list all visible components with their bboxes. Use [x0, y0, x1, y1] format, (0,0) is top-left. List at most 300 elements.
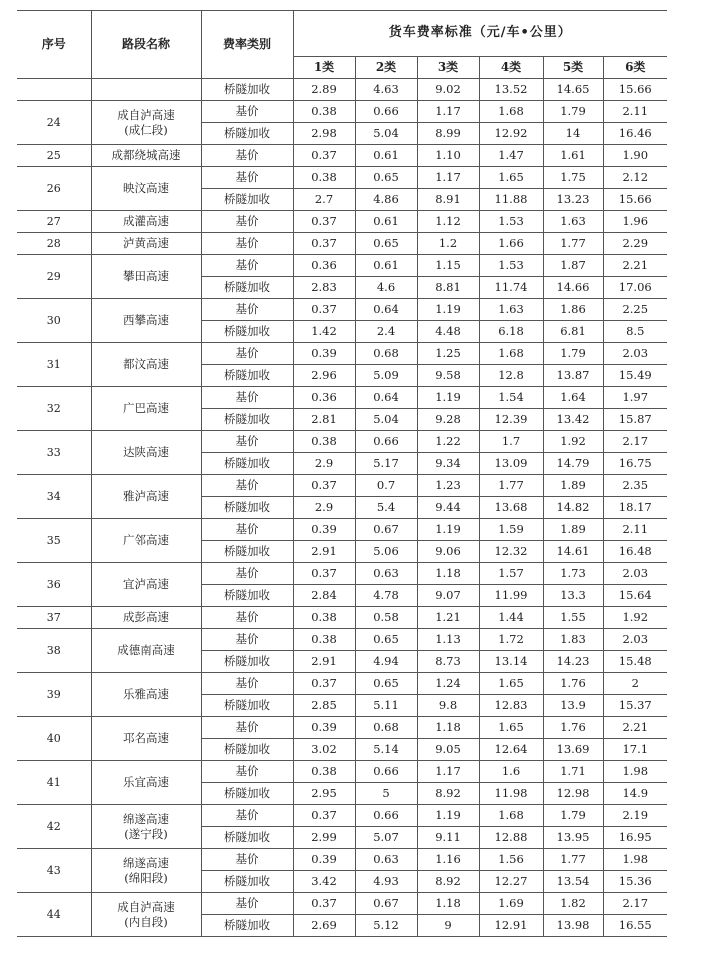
- value-cell: 9.05: [417, 739, 479, 761]
- value-cell: 1.76: [543, 717, 603, 739]
- value-cell: 4.6: [355, 277, 417, 299]
- value-cell: 1.90: [603, 145, 667, 167]
- table-body: [17, 79, 667, 937]
- value-cell: 15.64: [603, 585, 667, 607]
- value-cell: 2.95: [293, 783, 355, 805]
- value-cell: 1.44: [479, 607, 543, 629]
- value-cell: 16.48: [603, 541, 667, 563]
- value-cell: 5.04: [355, 123, 417, 145]
- road-name-cell: [91, 255, 201, 299]
- value-cell: 9.06: [417, 541, 479, 563]
- road-name-cell: [91, 299, 201, 343]
- header-class-1: 1类: [293, 57, 355, 79]
- road-name-cell: [91, 563, 201, 607]
- seq-cell: 31: [17, 343, 91, 387]
- seq-cell: 42: [17, 805, 91, 849]
- value-cell: 1.17: [417, 761, 479, 783]
- value-cell: 9.07: [417, 585, 479, 607]
- rate-type-cell: 桥隧加收: [201, 321, 293, 343]
- value-cell: 0.37: [293, 805, 355, 827]
- road-name-cell: [91, 211, 201, 233]
- value-cell: 0.38: [293, 167, 355, 189]
- value-cell: 2.7: [293, 189, 355, 211]
- value-cell: 4.93: [355, 871, 417, 893]
- seq-cell: 24: [17, 101, 91, 145]
- road-name-cell: [91, 101, 201, 145]
- value-cell: 0.38: [293, 629, 355, 651]
- value-cell: 0.64: [355, 299, 417, 321]
- table-row: [17, 167, 667, 189]
- value-cell: 9.11: [417, 827, 479, 849]
- value-cell: 1.53: [479, 255, 543, 277]
- rate-type-cell: 桥隧加收: [201, 123, 293, 145]
- value-cell: 13.98: [543, 915, 603, 937]
- value-cell: 0.39: [293, 849, 355, 871]
- road-name-cell: [91, 343, 201, 387]
- value-cell: 0.37: [293, 211, 355, 233]
- value-cell: 12.83: [479, 695, 543, 717]
- value-cell: 0.63: [355, 849, 417, 871]
- rate-type-cell: 基价: [201, 519, 293, 541]
- header-title: 货车费率标准（元/车•公里）: [293, 11, 667, 57]
- value-cell: 18.17: [603, 497, 667, 519]
- road-name-line: 绵遂高速: [123, 812, 169, 827]
- value-cell: 9.34: [417, 453, 479, 475]
- value-cell: 1.65: [479, 167, 543, 189]
- rate-type-cell: 基价: [201, 145, 293, 167]
- value-cell: 1.42: [293, 321, 355, 343]
- value-cell: 1.54: [479, 387, 543, 409]
- road-name-line: 绵遂高速: [123, 856, 169, 871]
- value-cell: 0.63: [355, 563, 417, 585]
- rate-type-cell: 基价: [201, 475, 293, 497]
- seq-cell: 27: [17, 211, 91, 233]
- value-cell: 2.17: [603, 431, 667, 453]
- road-name-line: (遂宁段): [124, 826, 168, 841]
- value-cell: 1.63: [543, 211, 603, 233]
- seq-cell: 29: [17, 255, 91, 299]
- value-cell: 15.36: [603, 871, 667, 893]
- value-cell: 1.22: [417, 431, 479, 453]
- value-cell: 1.87: [543, 255, 603, 277]
- value-cell: 6.18: [479, 321, 543, 343]
- table-row: [17, 607, 667, 629]
- road-name-cell: [91, 629, 201, 673]
- value-cell: 1.55: [543, 607, 603, 629]
- value-cell: 2.17: [603, 893, 667, 915]
- rate-type-cell: 基价: [201, 299, 293, 321]
- value-cell: 2.25: [603, 299, 667, 321]
- value-cell: 1.79: [543, 101, 603, 123]
- value-cell: 5.09: [355, 365, 417, 387]
- value-cell: 2.03: [603, 563, 667, 585]
- road-name-cell: [91, 431, 201, 475]
- value-cell: 2.03: [603, 343, 667, 365]
- value-cell: 0.39: [293, 717, 355, 739]
- value-cell: 15.37: [603, 695, 667, 717]
- value-cell: 2.99: [293, 827, 355, 849]
- value-cell: 1.89: [543, 519, 603, 541]
- rate-type-cell: 基价: [201, 255, 293, 277]
- value-cell: 12.32: [479, 541, 543, 563]
- value-cell: 1.72: [479, 629, 543, 651]
- rate-type-cell: 桥隧加收: [201, 915, 293, 937]
- road-name-line: 雅泸高速: [123, 489, 169, 504]
- value-cell: 1.16: [417, 849, 479, 871]
- rate-type-cell: 基价: [201, 101, 293, 123]
- value-cell: 0.64: [355, 387, 417, 409]
- value-cell: 5: [355, 783, 417, 805]
- value-cell: 0.37: [293, 145, 355, 167]
- header-rate-type: 费率类别: [201, 11, 293, 79]
- road-name-line: 成彭高速: [123, 610, 169, 625]
- value-cell: 17.1: [603, 739, 667, 761]
- road-name-cell: [91, 893, 201, 937]
- value-cell: 8.81: [417, 277, 479, 299]
- value-cell: 1.77: [543, 849, 603, 871]
- value-cell: 0.37: [293, 563, 355, 585]
- road-name-cell: [91, 79, 201, 101]
- value-cell: 17.06: [603, 277, 667, 299]
- header-class-4: 4类: [479, 57, 543, 79]
- road-name-cell: [91, 805, 201, 849]
- value-cell: 2.4: [355, 321, 417, 343]
- value-cell: 1.6: [479, 761, 543, 783]
- rate-type-cell: 桥隧加收: [201, 409, 293, 431]
- value-cell: 0.65: [355, 233, 417, 255]
- road-name-cell: [91, 607, 201, 629]
- rate-type-cell: 桥隧加收: [201, 695, 293, 717]
- value-cell: 13.42: [543, 409, 603, 431]
- value-cell: 4.63: [355, 79, 417, 101]
- value-cell: 2.81: [293, 409, 355, 431]
- value-cell: 9.44: [417, 497, 479, 519]
- value-cell: 11.99: [479, 585, 543, 607]
- value-cell: 12.64: [479, 739, 543, 761]
- road-name-line: 成德南高速: [117, 643, 175, 658]
- value-cell: 0.37: [293, 475, 355, 497]
- value-cell: 1.25: [417, 343, 479, 365]
- rate-type-cell: 桥隧加收: [201, 651, 293, 673]
- value-cell: 1.19: [417, 387, 479, 409]
- rate-type-cell: 桥隧加收: [201, 189, 293, 211]
- value-cell: 1.21: [417, 607, 479, 629]
- seq-cell: 26: [17, 167, 91, 211]
- rate-type-cell: 基价: [201, 233, 293, 255]
- road-name-line: 广邻高速: [123, 533, 169, 548]
- value-cell: 1.15: [417, 255, 479, 277]
- rate-type-cell: 桥隧加收: [201, 827, 293, 849]
- value-cell: 1.18: [417, 893, 479, 915]
- rate-type-cell: 基价: [201, 167, 293, 189]
- value-cell: 8.99: [417, 123, 479, 145]
- value-cell: 0.66: [355, 101, 417, 123]
- seq-cell: 32: [17, 387, 91, 431]
- value-cell: 0.61: [355, 211, 417, 233]
- seq-cell: 37: [17, 607, 91, 629]
- value-cell: 0.38: [293, 761, 355, 783]
- value-cell: 1.61: [543, 145, 603, 167]
- value-cell: 0.65: [355, 629, 417, 651]
- value-cell: 5.07: [355, 827, 417, 849]
- rate-type-cell: 桥隧加收: [201, 79, 293, 101]
- value-cell: 0.65: [355, 167, 417, 189]
- value-cell: 1.23: [417, 475, 479, 497]
- road-name-line: 成自泸高速: [117, 900, 175, 915]
- rate-type-cell: 基价: [201, 761, 293, 783]
- value-cell: 12.91: [479, 915, 543, 937]
- value-cell: 2.35: [603, 475, 667, 497]
- value-cell: 2.96: [293, 365, 355, 387]
- value-cell: 1.19: [417, 519, 479, 541]
- value-cell: 14.61: [543, 541, 603, 563]
- value-cell: 13.09: [479, 453, 543, 475]
- value-cell: 16.75: [603, 453, 667, 475]
- road-name-line: 西攀高速: [123, 313, 169, 328]
- rate-type-cell: 桥隧加收: [201, 739, 293, 761]
- value-cell: 4.94: [355, 651, 417, 673]
- value-cell: 9.58: [417, 365, 479, 387]
- road-name-cell: [91, 233, 201, 255]
- header-seq: 序号: [17, 11, 91, 79]
- value-cell: 1.19: [417, 299, 479, 321]
- road-name-line: 成自泸高速: [117, 108, 175, 123]
- value-cell: 2.21: [603, 717, 667, 739]
- value-cell: 1.18: [417, 717, 479, 739]
- table-row: [17, 717, 667, 739]
- value-cell: 0.37: [293, 299, 355, 321]
- value-cell: 3.02: [293, 739, 355, 761]
- rate-type-cell: 桥隧加收: [201, 541, 293, 563]
- seq-cell: [17, 79, 91, 101]
- road-name-line: 成灌高速: [123, 214, 169, 229]
- value-cell: 13.54: [543, 871, 603, 893]
- value-cell: 2.84: [293, 585, 355, 607]
- value-cell: 14.82: [543, 497, 603, 519]
- table-row: [17, 849, 667, 871]
- value-cell: 16.46: [603, 123, 667, 145]
- value-cell: 5.11: [355, 695, 417, 717]
- table-row: [17, 255, 667, 277]
- table-row: [17, 299, 667, 321]
- value-cell: 8.5: [603, 321, 667, 343]
- value-cell: 11.74: [479, 277, 543, 299]
- seq-cell: 44: [17, 893, 91, 937]
- rate-type-cell: 基价: [201, 629, 293, 651]
- road-name-line: 乐宜高速: [123, 775, 169, 790]
- value-cell: 1.77: [479, 475, 543, 497]
- value-cell: 8.91: [417, 189, 479, 211]
- value-cell: 13.95: [543, 827, 603, 849]
- value-cell: 13.23: [543, 189, 603, 211]
- value-cell: 1.79: [543, 343, 603, 365]
- seq-cell: 25: [17, 145, 91, 167]
- table-row: [17, 387, 667, 409]
- rate-type-cell: 桥隧加收: [201, 585, 293, 607]
- value-cell: 16.55: [603, 915, 667, 937]
- value-cell: 1.92: [603, 607, 667, 629]
- value-cell: 2.19: [603, 805, 667, 827]
- value-cell: 2: [603, 673, 667, 695]
- value-cell: 9: [417, 915, 479, 937]
- value-cell: 1.18: [417, 563, 479, 585]
- seq-cell: 41: [17, 761, 91, 805]
- road-name-cell: [91, 849, 201, 893]
- value-cell: 0.36: [293, 255, 355, 277]
- value-cell: 0.7: [355, 475, 417, 497]
- rate-type-cell: 基价: [201, 563, 293, 585]
- rate-type-cell: 基价: [201, 849, 293, 871]
- value-cell: 1.63: [479, 299, 543, 321]
- truck-rate-table: [17, 10, 667, 937]
- value-cell: 0.66: [355, 431, 417, 453]
- road-name-line: 泸黄高速: [123, 236, 169, 251]
- value-cell: 1.69: [479, 893, 543, 915]
- value-cell: 0.37: [293, 893, 355, 915]
- value-cell: 4.48: [417, 321, 479, 343]
- value-cell: 1.68: [479, 343, 543, 365]
- value-cell: 4.86: [355, 189, 417, 211]
- value-cell: 3.42: [293, 871, 355, 893]
- rate-type-cell: 桥隧加收: [201, 497, 293, 519]
- table-row: [17, 211, 667, 233]
- table-row: [17, 761, 667, 783]
- value-cell: 2.9: [293, 453, 355, 475]
- value-cell: 1.98: [603, 761, 667, 783]
- value-cell: 1.2: [417, 233, 479, 255]
- value-cell: 2.69: [293, 915, 355, 937]
- value-cell: 1.96: [603, 211, 667, 233]
- value-cell: 1.12: [417, 211, 479, 233]
- value-cell: 1.73: [543, 563, 603, 585]
- road-name-cell: [91, 673, 201, 717]
- seq-cell: 34: [17, 475, 91, 519]
- value-cell: 0.66: [355, 805, 417, 827]
- value-cell: 1.76: [543, 673, 603, 695]
- value-cell: 2.21: [603, 255, 667, 277]
- value-cell: 1.56: [479, 849, 543, 871]
- value-cell: 0.38: [293, 431, 355, 453]
- value-cell: 12.88: [479, 827, 543, 849]
- value-cell: 5.12: [355, 915, 417, 937]
- value-cell: 0.39: [293, 343, 355, 365]
- table-row: [17, 805, 667, 827]
- seq-cell: 30: [17, 299, 91, 343]
- seq-cell: 35: [17, 519, 91, 563]
- value-cell: 5.04: [355, 409, 417, 431]
- seq-cell: 36: [17, 563, 91, 607]
- value-cell: 14.65: [543, 79, 603, 101]
- value-cell: 1.68: [479, 805, 543, 827]
- table-row: [17, 563, 667, 585]
- value-cell: 1.13: [417, 629, 479, 651]
- value-cell: 13.14: [479, 651, 543, 673]
- value-cell: 0.38: [293, 607, 355, 629]
- road-name-line: (绵阳段): [124, 870, 168, 885]
- value-cell: 0.39: [293, 519, 355, 541]
- rate-type-cell: 基价: [201, 717, 293, 739]
- value-cell: 0.61: [355, 255, 417, 277]
- value-cell: 5.4: [355, 497, 417, 519]
- value-cell: 1.92: [543, 431, 603, 453]
- road-name-cell: [91, 717, 201, 761]
- value-cell: 2.29: [603, 233, 667, 255]
- value-cell: 11.98: [479, 783, 543, 805]
- value-cell: 15.87: [603, 409, 667, 431]
- rate-type-cell: 基价: [201, 607, 293, 629]
- seq-cell: 28: [17, 233, 91, 255]
- table-row: [17, 673, 667, 695]
- value-cell: 13.3: [543, 585, 603, 607]
- value-cell: 1.75: [543, 167, 603, 189]
- road-name-cell: [91, 167, 201, 211]
- table-row: [17, 893, 667, 915]
- table-row: [17, 343, 667, 365]
- value-cell: 2.11: [603, 101, 667, 123]
- rate-type-cell: 基价: [201, 893, 293, 915]
- header-class-2: 2类: [355, 57, 417, 79]
- road-name-line: 广巴高速: [123, 401, 169, 416]
- value-cell: 0.66: [355, 761, 417, 783]
- rate-type-cell: 桥隧加收: [201, 871, 293, 893]
- value-cell: 1.71: [543, 761, 603, 783]
- value-cell: 13.69: [543, 739, 603, 761]
- rate-type-cell: 桥隧加收: [201, 365, 293, 387]
- seq-cell: 38: [17, 629, 91, 673]
- header-class-5: 5类: [543, 57, 603, 79]
- value-cell: 2.89: [293, 79, 355, 101]
- value-cell: 1.10: [417, 145, 479, 167]
- value-cell: 1.59: [479, 519, 543, 541]
- rate-type-cell: 基价: [201, 431, 293, 453]
- value-cell: 2.98: [293, 123, 355, 145]
- value-cell: 1.98: [603, 849, 667, 871]
- value-cell: 1.53: [479, 211, 543, 233]
- seq-cell: 33: [17, 431, 91, 475]
- value-cell: 2.9: [293, 497, 355, 519]
- value-cell: 1.17: [417, 101, 479, 123]
- value-cell: 1.77: [543, 233, 603, 255]
- value-cell: 12.8: [479, 365, 543, 387]
- value-cell: 1.65: [479, 717, 543, 739]
- value-cell: 1.47: [479, 145, 543, 167]
- value-cell: 5.06: [355, 541, 417, 563]
- road-name-cell: [91, 145, 201, 167]
- road-name-cell: [91, 761, 201, 805]
- value-cell: 1.86: [543, 299, 603, 321]
- road-name-line: (成仁段): [124, 122, 168, 137]
- value-cell: 1.19: [417, 805, 479, 827]
- rate-type-cell: 基价: [201, 343, 293, 365]
- value-cell: 1.7: [479, 431, 543, 453]
- road-name-cell: [91, 387, 201, 431]
- header-road-name: 路段名称: [91, 11, 201, 79]
- seq-cell: 40: [17, 717, 91, 761]
- road-name-line: 攀田高速: [123, 269, 169, 284]
- table-row: [17, 233, 667, 255]
- seq-cell: 39: [17, 673, 91, 717]
- value-cell: 0.37: [293, 673, 355, 695]
- value-cell: 1.68: [479, 101, 543, 123]
- value-cell: 9.28: [417, 409, 479, 431]
- value-cell: 0.68: [355, 343, 417, 365]
- road-name-cell: [91, 475, 201, 519]
- value-cell: 8.73: [417, 651, 479, 673]
- table-row: [17, 145, 667, 167]
- value-cell: 12.92: [479, 123, 543, 145]
- value-cell: 12.98: [543, 783, 603, 805]
- value-cell: 5.17: [355, 453, 417, 475]
